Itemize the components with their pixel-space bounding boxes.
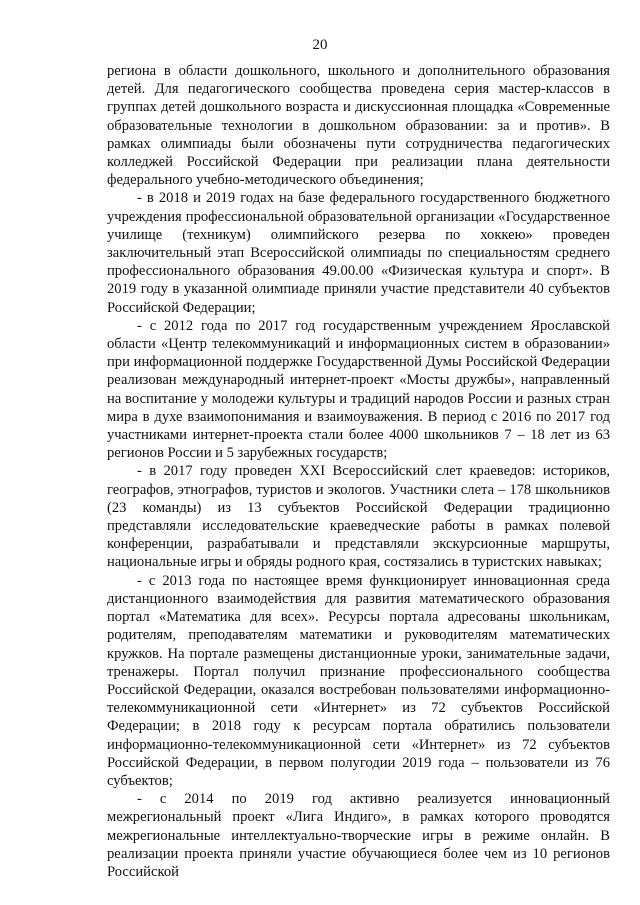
paragraph: - в 2018 и 2019 годах на базе федерального государственного бюджетного учреждения профессиональной образовательной организации «Государственное училище (техникум) олимпийского резерва по хоккею» проведен заключительный этап Всероссийской олимпиады по специальностям среднего профессионального образования 49.00.00 «Физическая культура и спорт». В 2019 году в указанной олимпиаде приняли участие представители 40 субъектов Российской Федерации;: [107, 190, 610, 316]
paragraph: - с 2013 года по настоящее время функционирует инновационная среда дистанционного взаимодействия для развития математического образования портал «Математика для всех». Ресурсы портала адресованы школьникам, родителям, преподавателям математики и руководителям математических кружков. На портале размещены дистанционные уроки, занимательные задачи, тренажеры. Портал получил признание профессионального сообщества Российской Федерации, оказался востребован пользователями информационно-телекоммуникационной сети «Интернет» из 72 субъектов Российской Федерации; в 2018 году к ресурсам портала обратились пользователи информационно-телекоммуникационной сети «Интернет» из 72 субъектов Российской Федерации, в первом полугодии 2019 года – пользователи из 76 субъектов;: [107, 572, 610, 789]
paragraph: - с 2014 по 2019 год активно реализуется инновационный межрегиональный проект «Лига Индиго», в рамках которого проводятся межрегиональные интеллектуально-творческие игры в режиме онлайн. В реализации проекта приняли участие обучающиеся более чем из 10 регионов Российской: [107, 791, 610, 880]
page-number: 20: [312, 37, 328, 53]
document-body: [107, 62, 610, 881]
paragraph: - с 2012 года по 2017 год государственным учреждением Ярославской области «Центр телекоммуникаций и информационных систем в образовании» при информационной поддержке Государственной Думы Российской Федерации реализован международный интернет-проект «Мосты дружбы», направленный на воспитание у молодежи культуры и традиций народов России и разных стран мира в духе взаимопонимания и взаимоуважения. В период с 2016 по 2017 год участниками интернет-проекта стали более 4000 школьников 7 – 18 лет из 63 регионов России и 5 зарубежных государств;: [107, 317, 610, 462]
paragraph: региона в области дошкольного, школьного и дополнительного образования детей. Для педагогического сообщества проведена серия мастер-классов в группах детей дошкольного возраста и дискуссионная площадка «Современные образовательные технологии в дошкольном образовании: за и против». В рамках олимпиады были обозначены пути сотрудничества педагогических колледжей Российской Федерации при реализации плана деятельности федерального учебно-методического объединения;: [107, 63, 610, 189]
paragraph: - в 2017 году проведен XXI Всероссийский слет краеведов: историков, географов, этнографов, туристов и экологов. Участники слета – 178 школьников (23 команды) из 13 субъектов Российской Федерации традиционно представляли исследовательские краеведческие работы в рамках полевой конференции, разрабатывали и представляли экскурсионные маршруты, национальные игры и обряды родного края, состязались в туристских навыках;: [107, 463, 610, 571]
